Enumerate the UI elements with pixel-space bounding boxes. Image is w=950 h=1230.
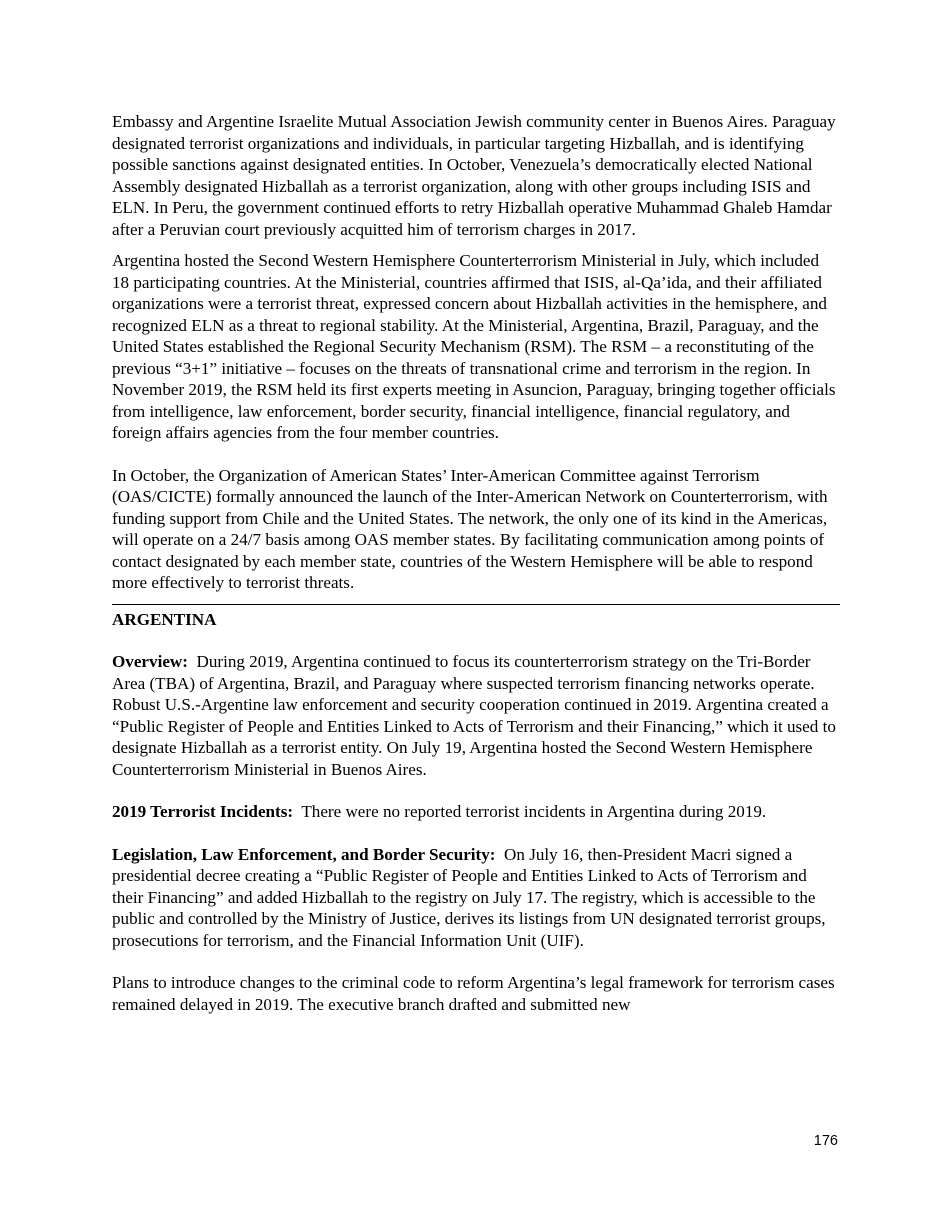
- incidents-label: 2019 Terrorist Incidents:: [112, 802, 294, 821]
- paragraph-incidents: [112, 801, 840, 823]
- section-divider: [112, 604, 840, 605]
- paragraph-oas-cicte: In October, the Organization of American States’ Inter-American Committee against Terrorism (OAS/CICTE) formally announced the launch of the Inter-American Network on Counterterrorism, with funding support from Chile and the United States. The network, the only one of its kind in the Americas, will operate on a 24/7 basis among OAS member states. By facilitating communication among points of contact designated by each member state, countries of the Western Hemisphere will be able to respond more effectively to terrorist threats.: [112, 465, 828, 592]
- paragraph-intro: Embassy and Argentine Israelite Mutual Association Jewish community center in Buenos Aires. Paraguay designated terrorist organizations and individuals, in particular targeting Hizballah, and is identifying possible sanctions against designated entities. In October, Venezuela’s democratically elected National Assembly designated Hizballah as a terrorist organization, along with other groups including ISIS and ELN. In Peru, the government continued efforts to retry Hizballah operative Muhammad Ghaleb Hamdar after a Peruvian court previously acquitted him of terrorism charges in 2017.: [112, 112, 836, 239]
- overview-label: Overview:: [112, 652, 188, 671]
- overview-text: During 2019, Argentina continued to focus its counterterrorism strategy on the Tri-Border Area (TBA) of Argentina, Brazil, and Paraguay where suspected terrorism financing networks operate. Robust U.S.-Argentine law enforcement and security cooperation continued in 2019. Argentina created a “Public Register of People and Entities Linked to Acts of Terrorism and their Financing,” which it used to designate Hizballah as a terrorist entity. On July 19, Argentina hosted the Second Western Hemisphere Counterterrorism Ministerial in Buenos Aires.: [112, 652, 836, 779]
- paragraph-legislation: [112, 844, 840, 952]
- section-title: ARGENTINA: [112, 609, 217, 629]
- paragraph-ministerial: Argentina hosted the Second Western Hemisphere Counterterrorism Ministerial in July, which included 18 participating countries. At the Ministerial, countries affirmed that ISIS, al-Qa’ida, and their affiliated organizations were a terrorist threat, expressed concern about Hizballah activities in the hemisphere, and recognized ELN as a threat to regional stability. At the Ministerial, Argentina, Brazil, Paraguay, and the United States established the Regional Security Mechanism (RSM). The RSM – a reconstituting of the previous “3+1” initiative – focuses on the threats of transnational crime and terrorism in the region. In November 2019, the RSM held its first experts meeting in Asuncion, Paraguay, bringing together officials from intelligence, law enforcement, border security, financial intelligence, financial regulatory, and foreign affairs agencies from the four member countries.: [112, 251, 836, 442]
- legislation-label: Legislation, Law Enforcement, and Border Security:: [112, 844, 496, 864]
- page-number: 176: [813, 1133, 838, 1149]
- document-body: [112, 111, 840, 1025]
- incidents-text: There were no reported terrorist incidents in Argentina during 2019.: [301, 802, 767, 821]
- legislation-text: On July 16, then-President Macri signed a presidential decree creating a “Public Register of People and Entities Linked to Acts of Terrorism and their Financing” and added Hizballah to the registry on July 17. The registry, which is accessible to the public and controlled by the Ministry of Justice, derives its listings from UN designated terrorist groups, prosecutions for terrorism, and the Financial Information Unit (UIF).: [112, 844, 826, 950]
- paragraph-plans: Plans to introduce changes to the criminal code to reform Argentina’s legal framework for terrorism cases remained delayed in 2019. The executive branch drafted and submitted new: [112, 973, 835, 1014]
- paragraph-overview: [112, 651, 840, 780]
